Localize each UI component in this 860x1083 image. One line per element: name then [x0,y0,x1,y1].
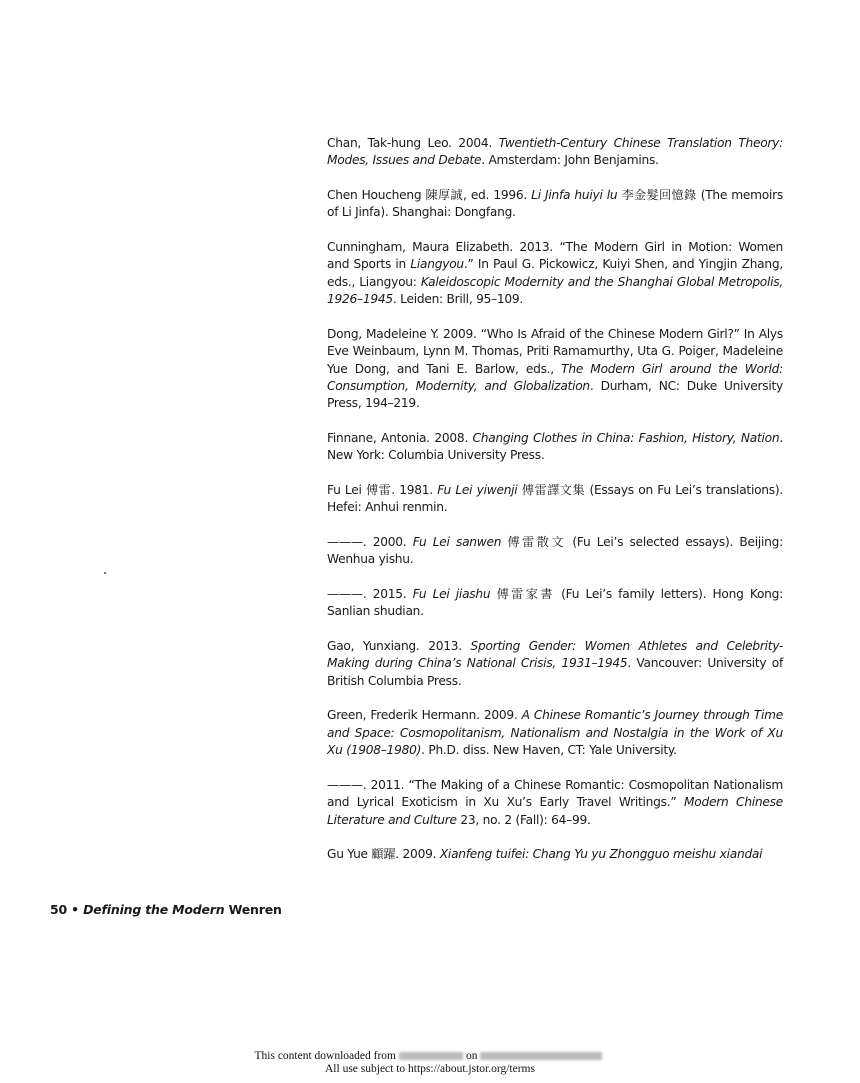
entry-text: . Ph.D. diss. New Haven, CT: Yale University. [421,743,677,758]
entry-text: Gao, Yunxiang. 2013. [327,639,471,654]
entry-text: . Amsterdam: John Benjamins. [481,153,659,168]
bibliography-entry [327,707,783,759]
entry-text: Green, Frederik Hermann. 2009. [327,708,522,723]
terms-notice: All use subject to https://about.jstor.org/terms [325,1063,535,1075]
entry-text: Dong, Madeleine Y. 2009. “Who Is Afraid of the Chinese Modern Girl?” In Alys Eve Weinbaum, Lynn M. Thomas, Priti Ramamurthy, Uta G. Poiger, Madeleine Yue Dong, and Tani E. Barlow, eds., [327,326,783,376]
italic-title: Sporting Gender: Women Athletes and Celebrity-Making during China’s National Crisis, 1931–1945 [327,639,783,671]
entry-text: ———. 2000. [327,535,413,550]
bibliography-entry [327,534,783,569]
entry-text: .” In Paul G. Pickowicz, Kuiyi Shen, and Yingjin Zhang, eds., Liangyou: [327,257,783,289]
italic-title: Fu Lei jiashu [412,587,491,602]
italic-title: Fu Lei sanwen [412,535,502,550]
entry-text: Chan, Tak-hung Leo. 2004. [327,136,499,150]
bibliography-entry [327,482,783,517]
italic-title: Twentieth-Century Chinese Translation Theory: Modes, Issues and Debate [327,136,783,168]
entry-text: Cunningham, Maura Elizabeth. 2013. “The Modern Girl in Motion: Women and Sports in [327,240,783,272]
entry-text: . Leiden: Brill, 95–109. [392,292,524,307]
bibliography-entry [327,326,783,413]
separator: • [67,902,84,917]
entry-text: Chen Houcheng 陳厚誠, ed. 1996. [327,188,532,202]
entry-text: Gu Yue 顧躍. 2009. [327,847,440,862]
entry-text: ———. 2015. [327,587,413,602]
italic-title: Xianfeng tuifei: Chang Yu yu Zhongguo meishu xiandai [439,847,763,862]
entry-text: 傅雷譯文集 (Essays on Fu Lei’s translations). Hefei: Anhui renmin. [327,483,783,515]
entry-text: 傅雷散文 (Fu Lei’s selected essays). Beijing: Wenhua yishu. [327,535,783,567]
bibliography-entry [327,430,783,465]
download-text: This content downloaded from [254,1050,396,1062]
entry-text: . Vancouver: University of British Columbia Press. [327,656,783,688]
bibliography [327,135,783,881]
bibliography-entry [327,638,783,690]
page-number: 50 [50,902,67,917]
entry-text: ———. 2011. “The Making of a Chinese Romantic: Cosmopolitan Nationalism and Lyrical Exoticism in Xu Xu’s Early Travel Writings.” [327,777,783,810]
bibliography-entry [327,586,783,621]
bibliography-entry [327,135,783,170]
bibliography-entry [327,777,783,829]
entry-text: . New York: Columbia University Press. [327,431,783,463]
italic-title: Liangyou [410,257,464,272]
download-notice [0,1050,860,1062]
entry-text: Fu Lei 傅雷. 1981. [327,483,438,498]
entry-text: Finnane, Antonia. 2008. [327,431,473,446]
italic-title: The Modern Girl around the World: Consumption, Modernity, and Globalization [327,361,783,394]
entry-text: . Durham, NC: Duke University Press, 194–219. [327,379,783,411]
bibliography-entry [327,846,783,863]
entry-text: 李金髮回憶錄 (The memoirs of Li Jinfa). Shanghai: Dongfang. [327,188,783,220]
entry-text: 23, no. 2 (Fall): 64–99. [456,812,591,827]
italic-title: A Chinese Romantic’s Journey through Time and Space: Cosmopolitanism, Nationalism and Nostalgia in the Work of Xu Xu (1908–1980) [327,708,783,758]
redacted-date [480,1052,602,1060]
running-footer [50,902,282,917]
bibliography-entry [327,239,783,309]
bibliography-entry [327,187,783,222]
book-title-roman: Wenren [224,902,282,917]
download-on: on [465,1050,478,1062]
italic-title: Fu Lei yiwenji [437,483,518,498]
italic-title: Modern Chinese Literature and Culture [327,795,783,827]
entry-text: 傅雷家書 (Fu Lei’s family letters). Hong Kong: Sanlian shudian. [327,587,784,619]
speck [104,572,106,574]
book-title-italic: Defining the Modern [83,902,225,917]
italic-title: Li Jinfa huiyi lu [531,188,618,202]
italic-title: Kaleidoscopic Modernity and the Shanghai Global Metropolis, 1926–1945 [327,274,784,307]
italic-title: Changing Clothes in China: Fashion, History, Nation [472,431,780,446]
redacted-ip [399,1052,463,1060]
